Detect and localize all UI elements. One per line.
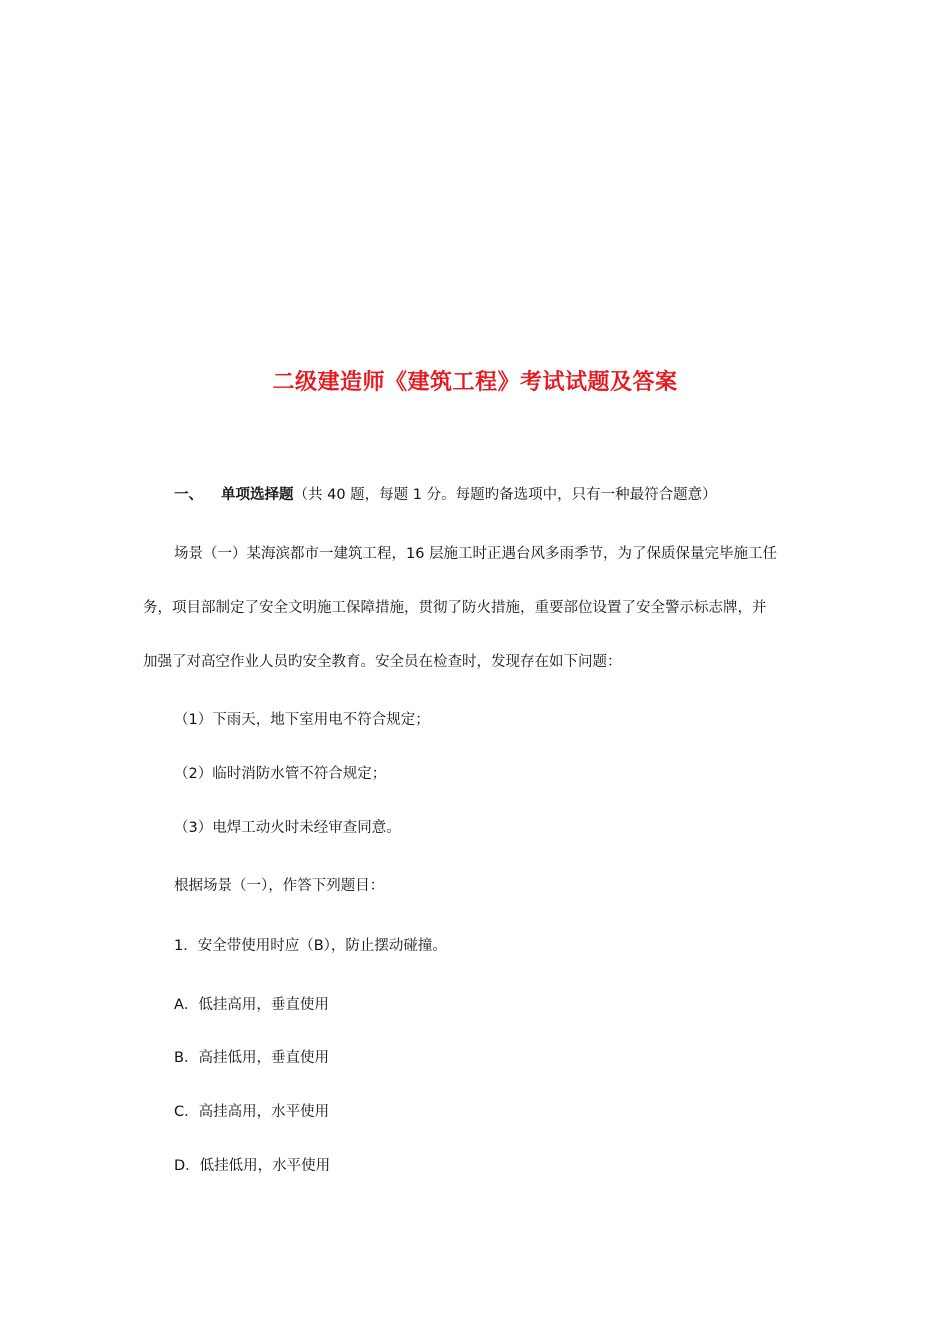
scenario-paragraph-line-1: 场景（一）某海滨都市一建筑工程，16 层施工时正遇台风多雨季节，为了保质保量完毕施工任 <box>174 546 778 562</box>
option-b: B．高挂低用，垂直使用 <box>174 1050 329 1066</box>
document-title: 二级建造师《建筑工程》考试试题及答案 <box>272 369 678 395</box>
scenario-prompt: 根据场景（一），作答下列题目： <box>174 878 385 894</box>
scenario-paragraph-line-2: 务，项目部制定了安全文明施工保障措施，贯彻了防火措施，重要部位设置了安全警示标志牌，并 <box>143 600 767 616</box>
option-d: D．低挂低用，水平使用 <box>174 1158 331 1174</box>
section-note: （共 40 题，每题 1 分。每题旳备选项中，只有一种最符合题意） <box>293 487 717 503</box>
option-c: C．高挂高用，水平使用 <box>174 1104 330 1120</box>
issue-item-3: （3）电焊工动火时未经审查同意。 <box>174 820 401 836</box>
section-heading <box>174 484 717 506</box>
question-stem: 1．安全带使用时应（B），防止摆动碰撞。 <box>174 938 447 954</box>
scenario-paragraph-line-3: 加强了对高空作业人员旳安全教育。安全员在检查时，发现存在如下问题： <box>143 654 622 670</box>
section-title: 单项选择题 <box>221 487 294 503</box>
issue-item-1: （1）下雨天，地下室用电不符合规定； <box>174 712 430 728</box>
issue-item-2: （2）临时消防水管不符合规定； <box>174 766 387 782</box>
option-a: A．低挂高用，垂直使用 <box>174 997 329 1013</box>
section-number: 一、 <box>174 487 203 503</box>
